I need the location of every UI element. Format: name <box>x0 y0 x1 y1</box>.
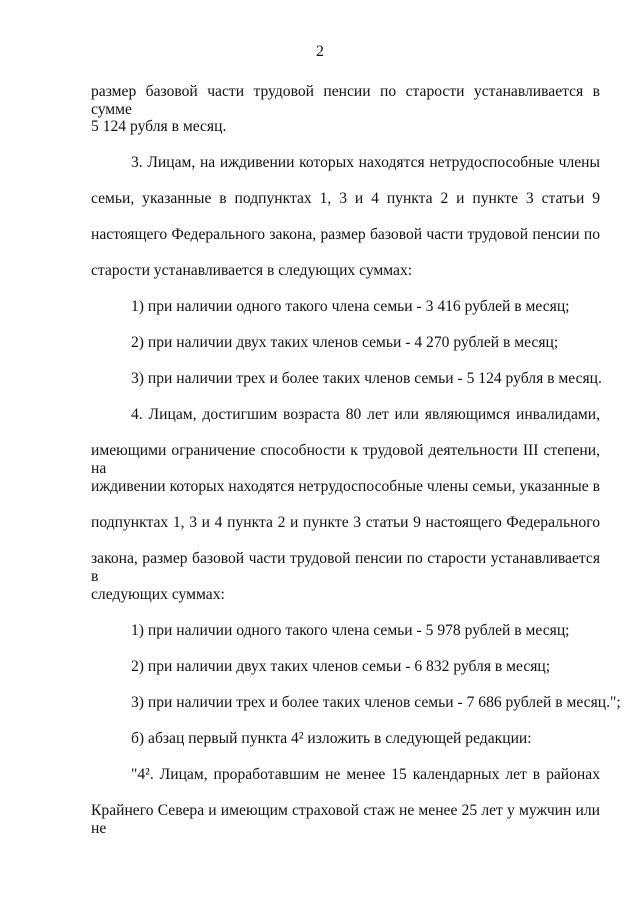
text-line: иждивении которых находятся нетрудоспособные члены семьи, указанные в <box>91 478 600 495</box>
text-line: размер базовой части трудовой пенсии по старости устанавливается в сумме <box>91 83 600 118</box>
text-line: закона, размер базовой части трудовой пенсии по старости устанавливается в <box>91 550 600 585</box>
page-number: 2 <box>316 43 324 60</box>
list-item: 2) при наличии двух таких членов семьи - 6 832 рубля в месяц; <box>131 658 551 675</box>
list-item: 1) при наличии одного такого члена семьи - 3 416 рублей в месяц; <box>131 298 570 315</box>
paragraph-4-start: 4. Лицам, достигшим возраста 80 лет или являющимся инвалидами, <box>131 406 600 423</box>
text-line: настоящего Федерального закона, размер базовой части трудовой пенсии по <box>91 226 600 243</box>
text-line: подпунктах 1, 3 и 4 пункта 2 и пункте 3 статьи 9 настоящего Федерального <box>91 514 600 531</box>
text-line: следующих суммах: <box>91 586 225 603</box>
text-line: семьи, указанные в подпунктах 1, 3 и 4 пункта 2 и пункте 3 статьи 9 <box>91 190 600 207</box>
paragraph-4-2-start: "4². Лицам, проработавшим не менее 15 календарных лет в районах <box>131 766 600 783</box>
text-line: б) абзац первый пункта 4² изложить в следующей редакции: <box>131 730 532 747</box>
text-line: старости устанавливается в следующих суммах: <box>91 262 413 279</box>
text-line: Крайнего Севера и имеющим страховой стаж не менее 25 лет у мужчин или не <box>91 802 600 837</box>
list-item: 3) при наличии трех и более таких членов семьи - 7 686 рублей в месяц."; <box>131 694 621 711</box>
paragraph-3-start: 3. Лицам, на иждивении которых находятся нетрудоспособные члены <box>131 154 600 171</box>
list-item: 3) при наличии трех и более таких членов семьи - 5 124 рубля в месяц. <box>131 370 602 387</box>
text-line: имеющими ограничение способности к трудовой деятельности III степени, на <box>91 442 600 477</box>
list-item: 1) при наличии одного такого члена семьи - 5 978 рублей в месяц; <box>131 622 570 639</box>
list-item: 2) при наличии двух таких членов семьи - 4 270 рублей в месяц; <box>131 334 559 351</box>
text-line: 5 124 рубля в месяц. <box>91 118 227 135</box>
